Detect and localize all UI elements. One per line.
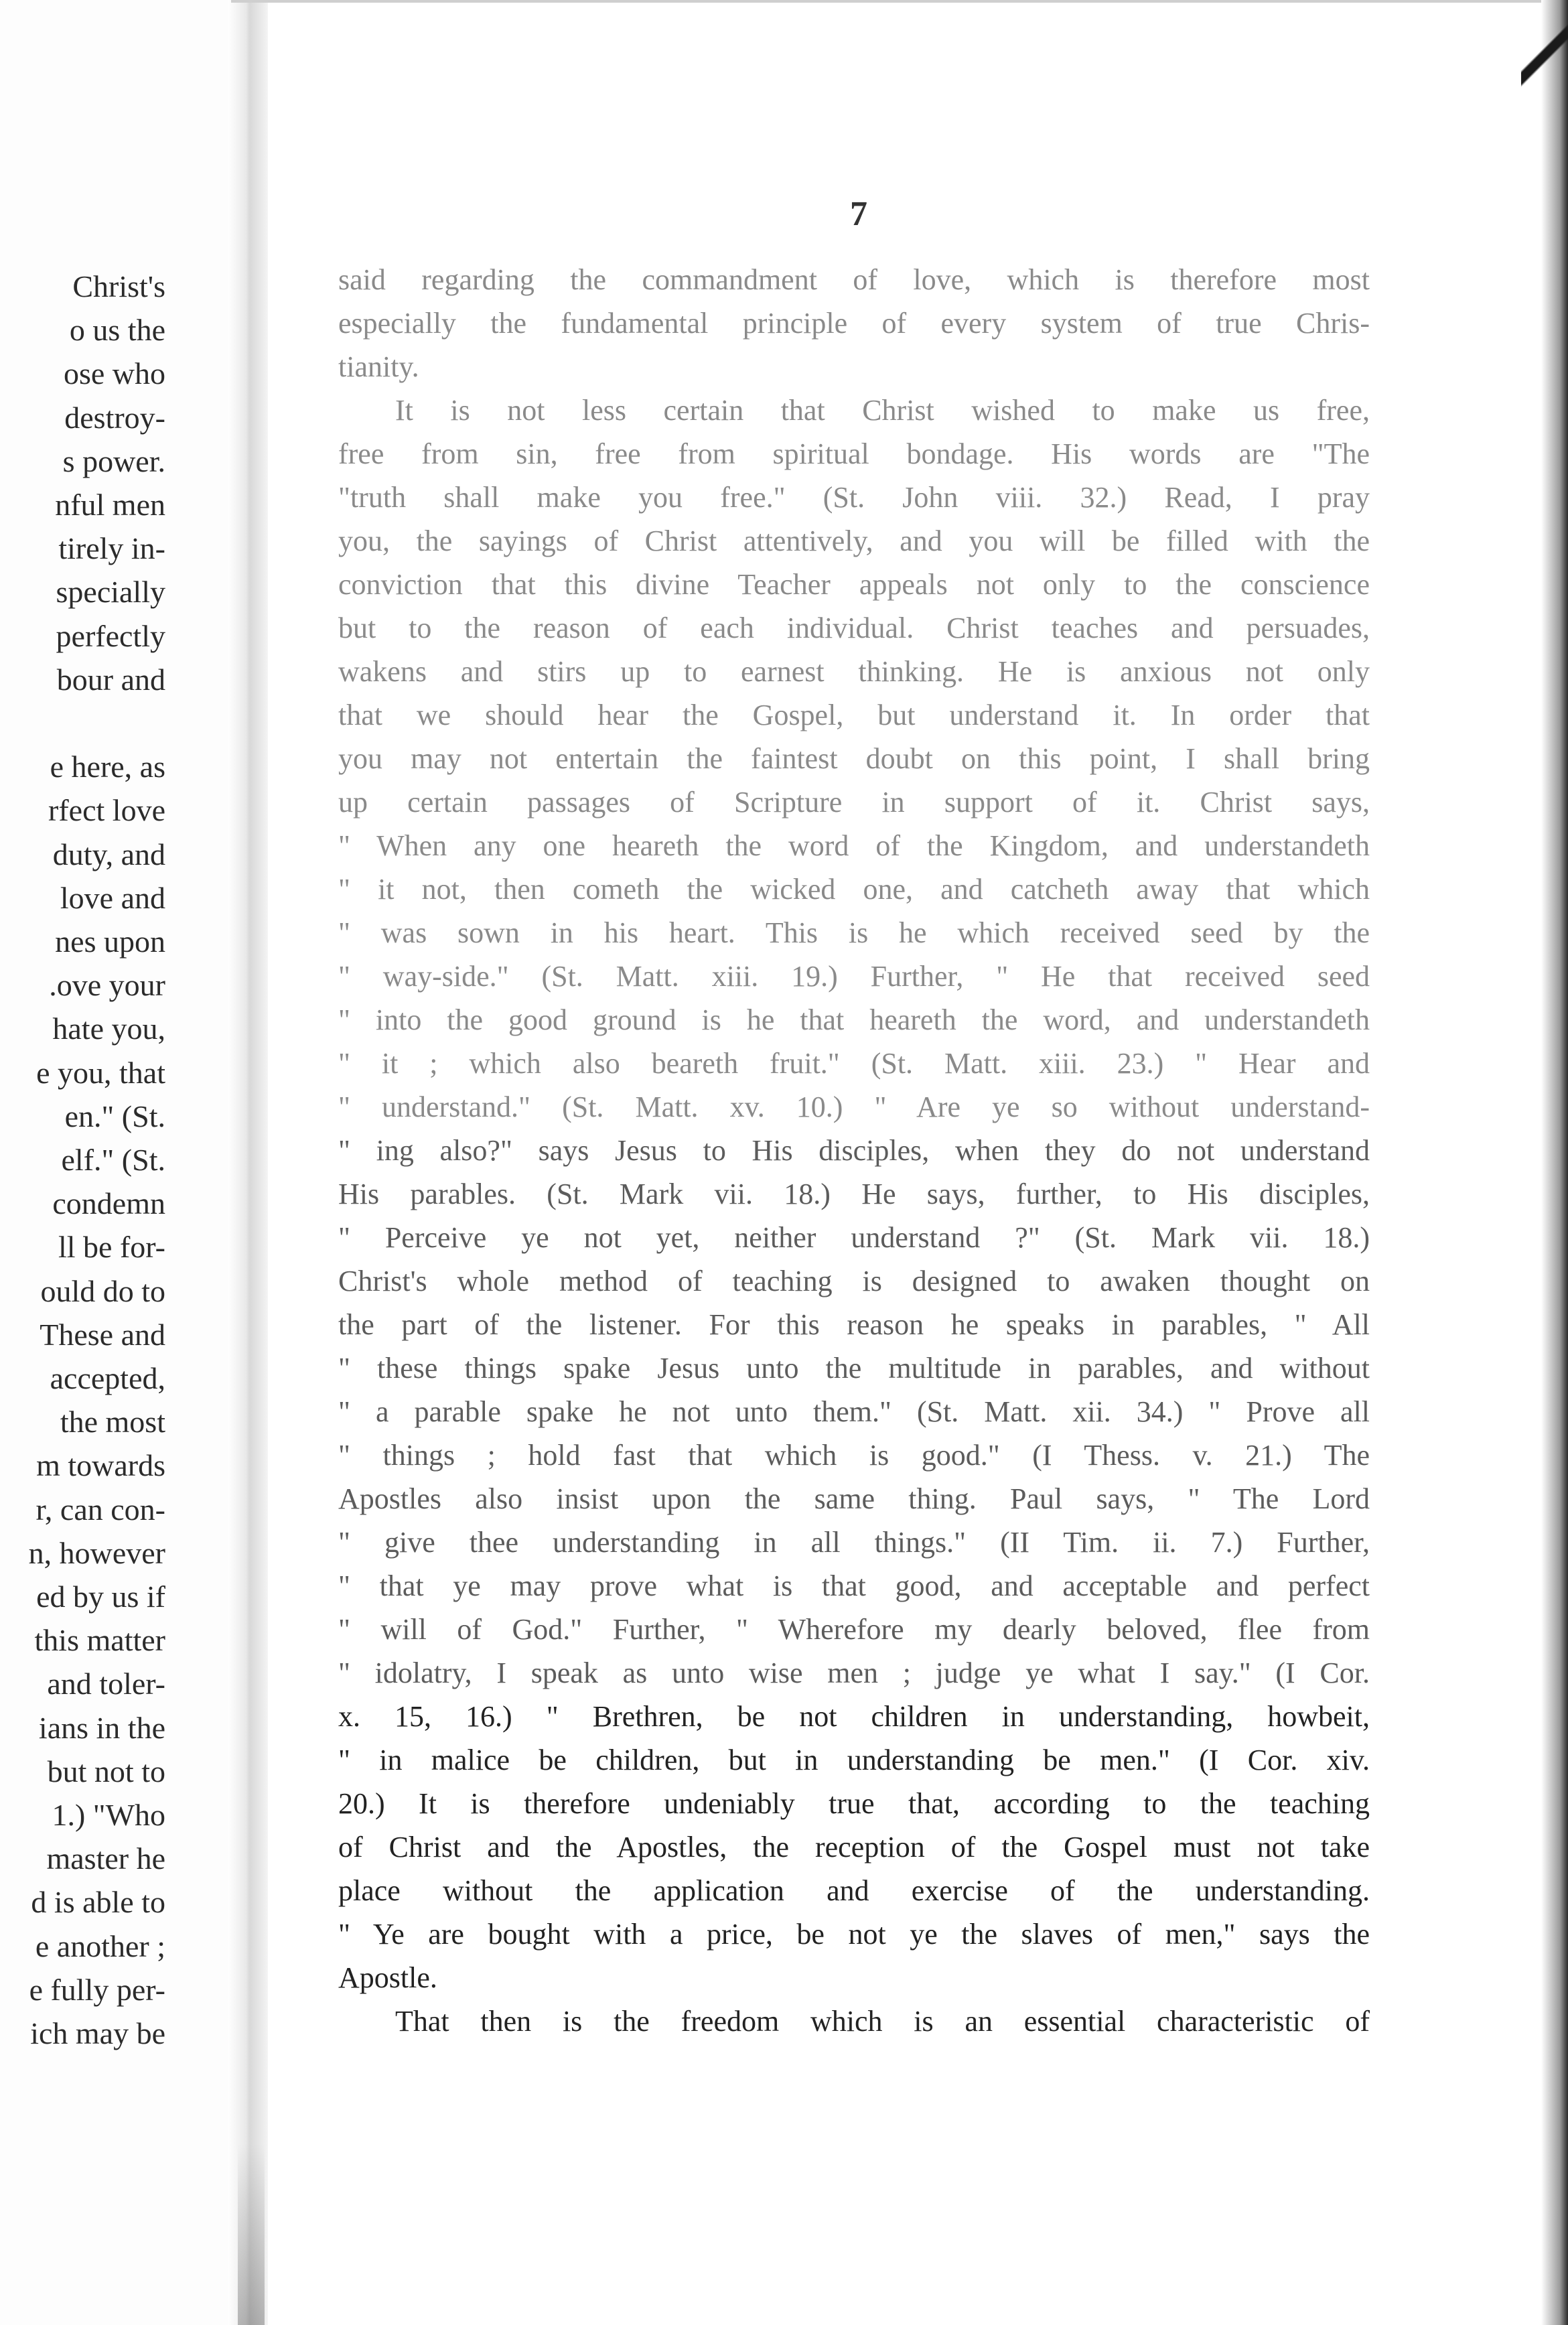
facing-page-line: s power. — [62, 443, 165, 478]
facing-page-line: ians in the — [38, 1710, 165, 1745]
text-line: wakens and stirs up to earnest thinking. He is anxious not only — [338, 655, 1370, 688]
facing-page-line: ich may be — [30, 2016, 165, 2050]
facing-page-line: e fully per- — [29, 1972, 165, 2007]
facing-page-line: en." (St. — [64, 1099, 165, 1133]
facing-page-line: ose who — [63, 356, 165, 391]
facing-page-line: nful men — [55, 488, 165, 522]
text-line: " into the good ground is he that heareth the word, and understandeth — [338, 1003, 1370, 1036]
text-line: " it ; which also beareth fruit." (St. Matt. xiii. 23.) " Hear and — [338, 1047, 1370, 1080]
page-right-edge — [1541, 0, 1568, 2325]
text-line: " When any one heareth the word of the Kingdom, and understandeth — [338, 829, 1370, 862]
facing-page-line: Christ's — [72, 269, 165, 303]
text-line: conviction that this divine Teacher appeals not only to the conscience — [338, 568, 1370, 601]
facing-page-line: n, however — [28, 1535, 165, 1570]
page-top-edge — [231, 0, 1544, 3]
facing-page-line: e another ; — [35, 1928, 165, 1963]
facing-page-line: duty, and — [52, 837, 165, 871]
facing-page-line: These and — [40, 1317, 165, 1352]
facing-page-line: e you, that — [36, 1055, 165, 1090]
text-line: " idolatry, I speak as unto wise men ; judge ye what I say." (I Cor. — [338, 1657, 1370, 1689]
text-line: " will of God." Further, " Wherefore my dearly beloved, flee from — [338, 1613, 1370, 1646]
text-line: Apostle. — [338, 1961, 437, 1994]
facing-page-line: master he — [46, 1841, 165, 1876]
text-line: " was sown in his heart. This is he which received seed by the — [338, 916, 1370, 949]
text-line: "truth shall make you free." (St. John viii. 32.) Read, I pray — [338, 481, 1370, 514]
text-line: " give thee understanding in all things." (II Tim. ii. 7.) Further, — [338, 1526, 1370, 1559]
text-line: x. 15, 16.) " Brethren, be not children in understanding, howbeit, — [338, 1700, 1370, 1733]
facing-page-line: condemn — [52, 1186, 165, 1221]
gutter-shadow — [238, 2143, 265, 2325]
facing-page — [0, 0, 244, 2325]
text-line: " these things spake Jesus unto the multitude in parables, and without — [338, 1352, 1370, 1385]
text-line: " Ye are bought with a price, be not ye the slaves of men," says the — [338, 1918, 1370, 1951]
text-line: up certain passages of Scripture in support of it. Christ says, — [338, 786, 1370, 819]
facing-page-line: o us the — [69, 313, 165, 348]
text-line: but to the reason of each individual. Christ teaches and persuades, — [338, 612, 1370, 644]
text-line: " in malice be children, but in understanding be men." (I Cor. xiv. — [338, 1744, 1370, 1776]
facing-page-line: rfect love — [48, 793, 165, 828]
text-line: the part of the listener. For this reason he speaks in parables, " All — [338, 1308, 1370, 1341]
facing-page-line: elf." (St. — [61, 1143, 165, 1177]
text-line: That then is the freedom which is an essential characteristic of — [395, 2005, 1370, 2038]
text-line: of Christ and the Apostles, the reception of the Gospel must not take — [338, 1831, 1370, 1863]
facing-page-line: ould do to — [40, 1273, 165, 1308]
body-text — [338, 258, 1370, 2043]
facing-page-line: the most — [60, 1405, 165, 1439]
text-line: " way-side." (St. Matt. xiii. 19.) Further, " He that received seed — [338, 960, 1370, 993]
text-line: you may not entertain the faintest doubt on this point, I shall bring — [338, 742, 1370, 775]
text-line: tianity. — [338, 350, 419, 383]
facing-page-line: tirely in- — [58, 531, 165, 566]
text-line: that we should hear the Gospel, but understand it. In order that — [338, 699, 1370, 731]
facing-page-line: this matter — [34, 1623, 165, 1658]
text-line: His parables. (St. Mark vii. 18.) He says, further, to His disciples, — [338, 1178, 1370, 1210]
facing-page-line: d is able to — [31, 1885, 165, 1920]
facing-page-line: e here, as — [50, 750, 165, 784]
text-line: " a parable spake he not unto them." (St. Matt. xii. 34.) " Prove all — [338, 1395, 1370, 1428]
facing-page-line: 1.) "Who — [52, 1798, 165, 1832]
text-line: Christ's whole method of teaching is designed to awaken thought on — [338, 1265, 1370, 1297]
text-line: " understand." (St. Matt. xv. 10.) " Are ye so without understand- — [338, 1090, 1370, 1123]
facing-page-line: bour and — [56, 662, 165, 697]
facing-page-line: specially — [56, 575, 165, 610]
text-line: you, the sayings of Christ attentively, and you will be filled with the — [338, 524, 1370, 557]
facing-page-line: m towards — [36, 1448, 165, 1483]
facing-page-line: ed by us if — [36, 1579, 165, 1614]
facing-page-line: accepted, — [50, 1361, 165, 1395]
book-gutter — [228, 0, 268, 2325]
text-line: " it not, then cometh the wicked one, and catcheth away that which — [338, 873, 1370, 906]
page-corner — [1521, 0, 1568, 94]
facing-page-line: but not to — [47, 1754, 165, 1788]
facing-page-line: perfectly — [56, 618, 165, 653]
text-line: Apostles also insist upon the same thing. Paul says, " The Lord — [338, 1482, 1370, 1515]
text-line: place without the application and exercise of the understanding. — [338, 1874, 1370, 1907]
page-number: 7 — [850, 195, 867, 233]
text-line: said regarding the commandment of love, which is therefore most — [338, 263, 1370, 296]
facing-page-line: r, can con- — [35, 1492, 165, 1527]
facing-page-line: hate you, — [52, 1011, 165, 1046]
text-line: It is not less certain that Christ wished to make us free, — [395, 394, 1370, 427]
text-line: " Perceive ye not yet, neither understand ?" (St. Mark vii. 18.) — [338, 1221, 1370, 1254]
facing-page-line: love and — [60, 880, 165, 915]
text-line: " ing also?" says Jesus to His disciples, when they do not understand — [338, 1134, 1370, 1167]
text-line: especially the fundamental principle of every system of true Chris- — [338, 307, 1370, 340]
facing-page-line: nes upon — [55, 924, 165, 959]
text-line: " things ; hold fast that which is good." (I Thess. v. 21.) The — [338, 1439, 1370, 1472]
text-line: free from sin, free from spiritual bondage. His words are "The — [338, 437, 1370, 470]
facing-page-line: ll be for- — [58, 1230, 165, 1265]
text-line: 20.) It is therefore undeniably true that, according to the teaching — [338, 1787, 1370, 1820]
facing-page-line: destroy- — [64, 400, 165, 435]
text-line: " that ye may prove what is that good, and acceptable and perfect — [338, 1569, 1370, 1602]
facing-page-line: and toler- — [47, 1667, 165, 1701]
facing-page-line: .ove your — [49, 968, 165, 1003]
